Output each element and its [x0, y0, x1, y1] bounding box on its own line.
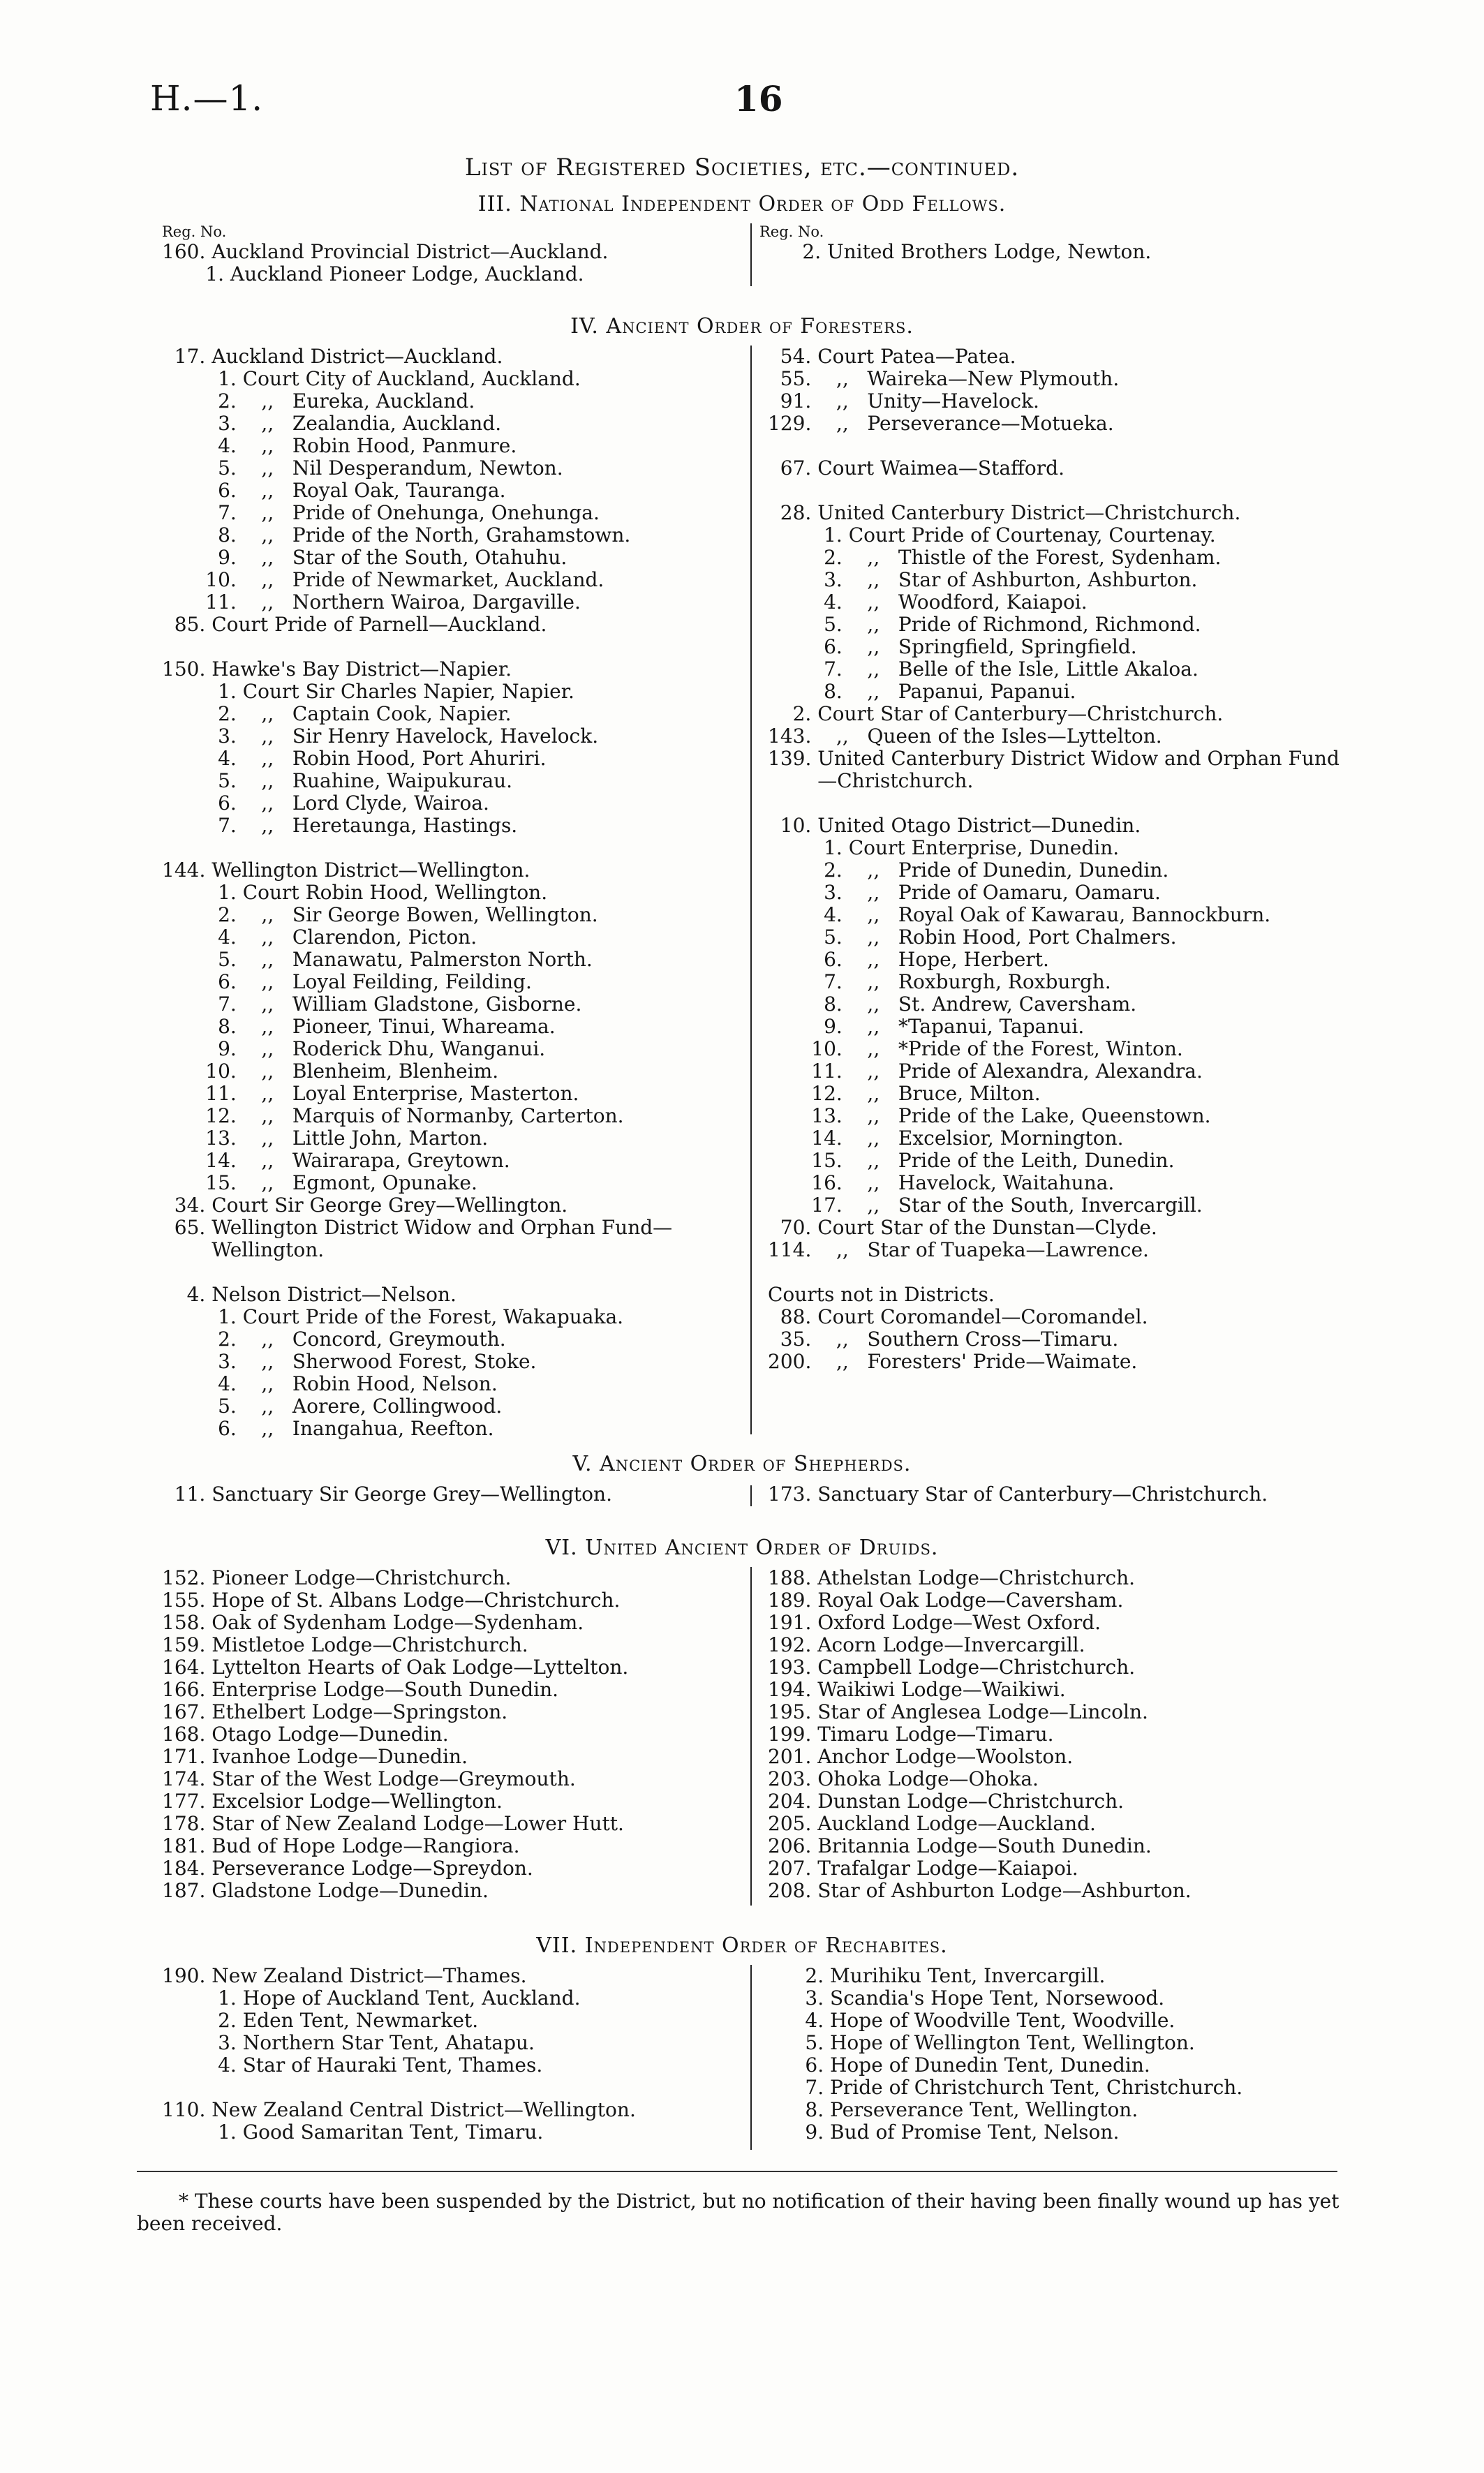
list-entry: 1. Good Samaritan Tent, Timaru.	[162, 2121, 544, 2144]
list-entry: 7. ,, Belle of the Isle, Little Akaloa.	[768, 658, 1199, 681]
reg-no-label-left: Reg. No.	[162, 223, 227, 240]
list-entry: 171. Ivanhoe Lodge—Dunedin.	[162, 1745, 468, 1768]
list-entry: 11. Sanctuary Sir George Grey—Wellington.	[162, 1483, 612, 1506]
shepherds-right-column	[768, 1483, 1268, 1506]
list-entry: 188. Athelstan Lodge—Christchurch.	[768, 1566, 1136, 1589]
list-entry: 2. ,, Thistle of the Forest, Sydenham.	[768, 546, 1222, 569]
list-entry: Wellington.	[162, 1238, 325, 1261]
list-entry: 167. Ethelbert Lodge—Springston.	[162, 1700, 508, 1723]
list-entry: 9. ,, Star of the South, Otahuhu.	[162, 546, 567, 569]
list-entry: 5. Hope of Wellington Tent, Wellington.	[768, 2031, 1195, 2054]
list-entry: 2. ,, Pride of Dunedin, Dunedin.	[768, 859, 1169, 882]
list-entry: 4. Nelson District—Nelson.	[162, 1283, 457, 1306]
list-entry: 10. ,, Pride of Newmarket, Auckland.	[162, 568, 604, 591]
list-entry: 164. Lyttelton Hearts of Oak Lodge—Lyttelton.	[162, 1656, 629, 1679]
list-entry: 3. ,, Zealandia, Auckland.	[162, 412, 502, 435]
list-entry: 55. ,, Waireka—New Plymouth.	[768, 367, 1120, 390]
list-entry: —Christchurch.	[768, 769, 974, 792]
list-entry: 192. Acorn Lodge—Invercargill.	[768, 1633, 1085, 1656]
list-title: List of Registered Societies, etc.—continued.	[464, 154, 1020, 181]
list-entry: 10. ,, *Pride of the Forest, Winton.	[768, 1037, 1183, 1060]
list-entry: 206. Britannia Lodge—South Dunedin.	[768, 1834, 1152, 1857]
list-entry: 190. New Zealand District—Thames.	[162, 1964, 527, 1987]
list-entry: 91. ,, Unity—Havelock.	[768, 389, 1039, 413]
list-entry: 181. Bud of Hope Lodge—Rangiora.	[162, 1834, 520, 1857]
list-entry: 10. ,, Blenheim, Blenheim.	[162, 1060, 499, 1083]
list-entry: 9. Bud of Promise Tent, Nelson.	[768, 2121, 1120, 2144]
list-entry: 184. Perseverance Lodge—Spreydon.	[162, 1857, 533, 1880]
list-entry: 5. ,, Robin Hood, Port Chalmers.	[768, 926, 1177, 949]
column-divider	[750, 223, 752, 286]
list-entry: 5. ,, Pride of Richmond, Richmond.	[768, 613, 1201, 636]
section-title-shepherds: V. Ancient Order of Shepherds.	[572, 1452, 912, 1476]
list-entry: 1. Hope of Auckland Tent, Auckland.	[162, 1986, 581, 2010]
rechabites-right-column	[768, 1965, 1242, 2144]
list-entry: 6. ,, Lord Clyde, Wairoa.	[162, 792, 489, 815]
section-title-rechabites: VII. Independent Order of Rechabites.	[536, 1933, 948, 1958]
list-entry: 7. ,, William Gladstone, Gisborne.	[162, 993, 582, 1016]
list-entry: 9. ,, Roderick Dhu, Wanganui.	[162, 1037, 546, 1060]
list-entry: 193. Campbell Lodge—Christchurch.	[768, 1656, 1136, 1679]
section-title-odd-fellows: III. National Independent Order of Odd Fellows.	[477, 192, 1007, 216]
rechabites-left-column	[162, 1965, 636, 2144]
list-entry: 65. Wellington District Widow and Orphan Fund—	[162, 1216, 673, 1239]
list-entry: 11. ,, Pride of Alexandra, Alexandra.	[768, 1060, 1203, 1083]
list-entry: 70. Court Star of the Dunstan—Clyde.	[768, 1216, 1157, 1239]
list-entry: 1. Court Pride of Courtenay, Courtenay.	[768, 523, 1216, 547]
list-entry: Courts not in Districts.	[768, 1283, 995, 1306]
list-entry: 15. ,, Pride of the Leith, Dunedin.	[768, 1149, 1175, 1172]
list-entry: 8. Perseverance Tent, Wellington.	[768, 2098, 1138, 2121]
list-entry: 7. ,, Pride of Onehunga, Onehunga.	[162, 501, 600, 524]
list-entry: 6. ,, Royal Oak, Tauranga.	[162, 479, 506, 502]
list-entry: 158. Oak of Sydenham Lodge—Sydenham.	[162, 1611, 584, 1634]
list-entry: 4. ,, Robin Hood, Panmure.	[162, 434, 517, 457]
column-divider	[750, 346, 752, 1434]
foresters-right-column	[768, 346, 1340, 1373]
list-entry: 6. ,, Springfield, Springfield.	[768, 635, 1137, 658]
footnote-rule	[137, 2171, 1337, 2172]
column-divider	[750, 1485, 752, 1506]
spacer	[162, 636, 672, 658]
list-entry: 2. Court Star of Canterbury—Christchurch.	[768, 702, 1224, 725]
list-entry: 17. ,, Star of the South, Invercargill.	[768, 1194, 1203, 1217]
list-entry: 3. ,, Pride of Oamaru, Oamaru.	[768, 881, 1161, 904]
list-entry: 10. United Otago District—Dunedin.	[768, 814, 1141, 837]
list-entry: 4. ,, Robin Hood, Port Ahuriri.	[162, 747, 547, 770]
list-entry: 195. Star of Anglesea Lodge—Lincoln.	[768, 1700, 1148, 1723]
shepherds-left-column	[162, 1483, 612, 1506]
list-entry: 14. ,, Wairarapa, Greytown.	[162, 1149, 510, 1172]
list-entry: 7. ,, Heretaunga, Hastings.	[162, 814, 518, 837]
foresters-left-column	[162, 346, 672, 1440]
list-entry: 14. ,, Excelsior, Mornington.	[768, 1127, 1124, 1150]
list-entry: 200. ,, Foresters' Pride—Waimate.	[768, 1350, 1138, 1373]
list-entry: 2. ,, Captain Cook, Napier.	[162, 702, 512, 725]
list-entry: 208. Star of Ashburton Lodge—Ashburton.	[768, 1879, 1192, 1902]
list-entry: 5. ,, Manawatu, Palmerston North.	[162, 948, 593, 971]
list-entry: 11. ,, Northern Wairoa, Dargaville.	[162, 591, 581, 614]
list-entry: 67. Court Waimea—Stafford.	[768, 456, 1064, 480]
list-entry: 3. ,, Sherwood Forest, Stoke.	[162, 1350, 537, 1373]
list-entry: 8. ,, Papanui, Papanui.	[768, 680, 1076, 703]
list-entry: 5. ,, Nil Desperandum, Newton.	[162, 456, 563, 480]
spacer	[768, 480, 1340, 502]
odd-fellows-right-column	[765, 241, 1151, 263]
list-entry: 5. ,, Aorere, Collingwood.	[162, 1395, 503, 1418]
list-entry: 88. Court Coromandel—Coromandel.	[768, 1305, 1148, 1328]
footnote: * These courts have been suspended by the District, but no notification of their having been finally wound up has yet been received.	[137, 2190, 1340, 2235]
list-entry: 4. Star of Hauraki Tent, Thames.	[162, 2054, 543, 2077]
list-entry: 166. Enterprise Lodge—South Dunedin.	[162, 1678, 559, 1701]
list-entry: 203. Ohoka Lodge—Ohoka.	[768, 1767, 1039, 1790]
spacer	[768, 1261, 1340, 1284]
spacer	[162, 2077, 636, 2099]
list-entry: 152. Pioneer Lodge—Christchurch.	[162, 1566, 512, 1589]
list-entry: 1. Court City of Auckland, Auckland.	[162, 367, 581, 390]
page-number: 16	[734, 78, 783, 119]
spacer	[162, 1261, 672, 1284]
list-entry: 150. Hawke's Bay District—Napier.	[162, 658, 512, 681]
list-entry: 1. Court Enterprise, Dunedin.	[768, 836, 1120, 859]
odd-fellows-left-column	[162, 241, 608, 285]
list-entry: 2. Eden Tent, Newmarket.	[162, 2009, 479, 2032]
list-entry: 204. Dunstan Lodge—Christchurch.	[768, 1790, 1125, 1813]
list-entry: 2. ,, Sir George Bowen, Wellington.	[162, 903, 598, 926]
druids-right-column	[768, 1567, 1192, 1902]
list-entry: 35. ,, Southern Cross—Timaru.	[768, 1328, 1119, 1351]
spacer	[768, 792, 1340, 815]
list-entry: 4. ,, Royal Oak of Kawarau, Bannockburn.	[768, 903, 1271, 926]
list-entry: 11. ,, Loyal Enterprise, Masterton.	[162, 1082, 579, 1105]
list-entry: 9. ,, *Tapanui, Tapanui.	[768, 1015, 1085, 1038]
list-entry: 1. Court Robin Hood, Wellington.	[162, 881, 548, 904]
list-entry: 191. Oxford Lodge—West Oxford.	[768, 1611, 1101, 1634]
list-entry: 8. ,, Pioneer, Tinui, Whareama.	[162, 1015, 556, 1038]
list-entry: 17. Auckland District—Auckland.	[162, 345, 503, 368]
list-entry: 6. ,, Inangahua, Reefton.	[162, 1417, 494, 1440]
document-code: H.—1.	[150, 78, 264, 119]
list-entry: 168. Otago Lodge—Dunedin.	[162, 1723, 449, 1746]
list-entry: 174. Star of the West Lodge—Greymouth.	[162, 1767, 576, 1790]
list-entry: 189. Royal Oak Lodge—Caversham.	[768, 1589, 1124, 1612]
list-entry: 1. Court Sir Charles Napier, Napier.	[162, 680, 574, 703]
section-title-druids: VI. United Ancient Order of Druids.	[545, 1536, 939, 1560]
spacer	[768, 435, 1340, 457]
list-entry: 16. ,, Havelock, Waitahuna.	[768, 1171, 1115, 1194]
list-entry: 173. Sanctuary Star of Canterbury—Christchurch.	[768, 1483, 1268, 1506]
list-entry: 6. ,, Hope, Herbert.	[768, 948, 1049, 971]
list-entry: 5. ,, Ruahine, Waipukurau.	[162, 769, 513, 792]
list-entry: 177. Excelsior Lodge—Wellington.	[162, 1790, 503, 1813]
list-entry: 54. Court Patea—Patea.	[768, 345, 1016, 368]
list-entry: 4. ,, Clarendon, Picton.	[162, 926, 477, 949]
list-entry: 4. ,, Robin Hood, Nelson.	[162, 1372, 498, 1395]
druids-left-column	[162, 1567, 628, 1902]
list-entry: 139. United Canterbury District Widow and Orphan Fund	[768, 747, 1340, 770]
list-entry: 12. ,, Marquis of Normanby, Carterton.	[162, 1104, 624, 1127]
list-entry: 1. Court Pride of the Forest, Wakapuaka.	[162, 1305, 624, 1328]
list-entry: 207. Trafalgar Lodge—Kaiapoi.	[768, 1857, 1078, 1880]
list-entry: 143. ,, Queen of the Isles—Lyttelton.	[768, 725, 1162, 748]
list-entry: 6. Hope of Dunedin Tent, Dunedin.	[768, 2054, 1150, 2077]
list-entry: 28. United Canterbury District—Christchurch.	[768, 501, 1241, 524]
list-entry: 3. ,, Star of Ashburton, Ashburton.	[768, 568, 1198, 591]
list-entry: 13. ,, Pride of the Lake, Queenstown.	[768, 1104, 1211, 1127]
spacer	[162, 837, 672, 859]
section-title-foresters: IV. Ancient Order of Foresters.	[570, 314, 914, 339]
list-entry: 85. Court Pride of Parnell—Auckland.	[162, 613, 547, 636]
list-entry: 201. Anchor Lodge—Woolston.	[768, 1745, 1074, 1768]
list-entry: 2. Murihiku Tent, Invercargill.	[768, 1964, 1106, 1987]
list-entry: 155. Hope of St. Albans Lodge—Christchurch.	[162, 1589, 621, 1612]
list-entry: 2. ,, Concord, Greymouth.	[162, 1328, 506, 1351]
list-entry: 199. Timaru Lodge—Timaru.	[768, 1723, 1054, 1746]
list-entry: 4. ,, Woodford, Kaiapoi.	[768, 591, 1088, 614]
list-entry: 34. Court Sir George Grey—Wellington.	[162, 1194, 568, 1217]
list-entry: 15. ,, Egmont, Opunake.	[162, 1171, 477, 1194]
list-entry: 2. ,, Eureka, Auckland.	[162, 389, 475, 413]
list-entry: 144. Wellington District—Wellington.	[162, 859, 530, 882]
list-entry: 159. Mistletoe Lodge—Christchurch.	[162, 1633, 528, 1656]
list-entry: 3. Scandia's Hope Tent, Norsewood.	[768, 1986, 1165, 2010]
reg-no-label-right: Reg. No.	[759, 223, 824, 240]
list-entry: 1. Auckland Pioneer Lodge, Auckland.	[162, 262, 584, 285]
list-entry: 129. ,, Perseverance—Motueka.	[768, 412, 1114, 435]
list-entry: 12. ,, Bruce, Milton.	[768, 1082, 1041, 1105]
list-entry: 205. Auckland Lodge—Auckland.	[768, 1812, 1096, 1835]
list-entry: 7. Pride of Christchurch Tent, Christchurch.	[768, 2076, 1243, 2099]
list-entry: 2. United Brothers Lodge, Newton.	[765, 240, 1152, 263]
list-entry: 3. ,, Sir Henry Havelock, Havelock.	[162, 725, 599, 748]
list-entry: 8. ,, St. Andrew, Caversham.	[768, 993, 1137, 1016]
column-divider	[750, 1567, 752, 1906]
list-entry: 13. ,, Little John, Marton.	[162, 1127, 489, 1150]
column-divider	[750, 1965, 752, 2150]
list-entry: 194. Waikiwi Lodge—Waikiwi.	[768, 1678, 1066, 1701]
list-entry: 7. ,, Roxburgh, Roxburgh.	[768, 970, 1111, 993]
list-entry: 160. Auckland Provincial District—Auckland.	[162, 240, 609, 263]
list-entry: 110. New Zealand Central District—Wellington.	[162, 2098, 636, 2121]
list-entry: 3. Northern Star Tent, Ahatapu.	[162, 2031, 535, 2054]
list-entry: 114. ,, Star of Tuapeka—Lawrence.	[768, 1238, 1149, 1261]
list-entry: 187. Gladstone Lodge—Dunedin.	[162, 1879, 489, 1902]
list-entry: 178. Star of New Zealand Lodge—Lower Hutt.	[162, 1812, 624, 1835]
list-entry: 8. ,, Pride of the North, Grahamstown.	[162, 523, 631, 547]
list-entry: 6. ,, Loyal Feilding, Feilding.	[162, 970, 532, 993]
list-entry: 4. Hope of Woodville Tent, Woodville.	[768, 2009, 1175, 2032]
